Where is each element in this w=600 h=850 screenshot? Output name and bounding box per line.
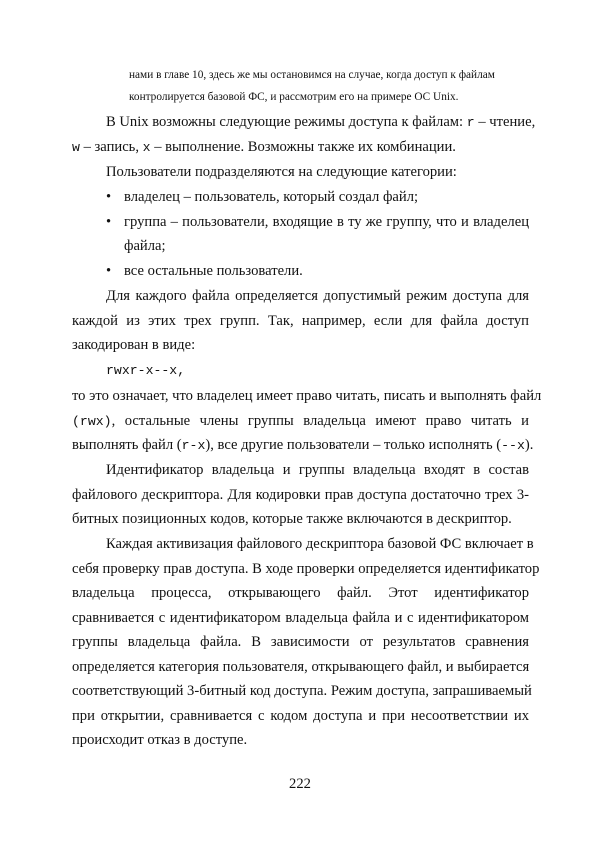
paragraph-line: то это означает, что владелец имеет право читать, писать и выполнять файл	[72, 388, 542, 404]
list-item	[72, 259, 529, 284]
bullet-symbol: •	[106, 213, 112, 230]
bullet-symbol: •	[106, 262, 112, 279]
paragraph-line	[72, 433, 534, 458]
footnote-line: нами в главе 10, здесь же мы остановимся на случае, когда доступ к файлам	[129, 69, 495, 81]
footnote-line: контролируется базовой ФС, и рассмотрим его на примере ОС Unix.	[129, 90, 459, 103]
paragraph-line: каждой из этих трех групп. Так, например, если для файла доступ	[72, 312, 529, 329]
code-span: x	[142, 139, 151, 155]
bullet-symbol: •	[106, 189, 112, 205]
page-number: 222	[289, 776, 311, 792]
paragraph-line: группы владельца файла. В зависимости от результатов сравнения	[72, 634, 529, 650]
paragraph-line: владельца процесса, открывающего файл. Этот идентификатор	[72, 585, 529, 601]
list-item-text: владелец – пользователь, который создал файл;	[124, 189, 419, 205]
paragraph-identifiers	[72, 458, 529, 532]
text-span: – чтение,	[478, 114, 536, 130]
text-span: ), все другие пользователи – только исполнять (	[205, 437, 502, 453]
paragraph-meaning	[72, 384, 542, 458]
paragraph-line: соответствующий 3-битный код доступа. Режим доступа, запрашиваемый	[72, 683, 532, 699]
paragraph-activation	[72, 532, 540, 753]
bullet-list	[72, 185, 529, 283]
paragraph-user-categories	[72, 160, 529, 185]
code-line: rwxr-x--x,	[106, 363, 186, 378]
code-span: w	[72, 139, 80, 155]
list-item-text: все остальные пользователи.	[124, 262, 303, 279]
text-span: , остальные члены группы владельца имеют право читать и	[111, 412, 529, 429]
paragraph-each-file	[72, 284, 529, 358]
footnote	[129, 65, 529, 108]
text-span: – выполнение. Возможны также их комбинации.	[154, 138, 456, 155]
paragraph-line	[72, 110, 536, 135]
paragraph-line: битных позиционных кодов, которые также включаются в дескриптор.	[72, 511, 512, 527]
list-item-text: группа – пользователи, входящие в ту же группу, что и владелец	[124, 213, 529, 230]
text-span: – запись,	[83, 138, 139, 155]
list-item	[72, 210, 529, 235]
paragraph-line: себя проверку прав доступа. В ходе проверки определяется идентификатор	[72, 560, 540, 577]
paragraph-line	[72, 409, 529, 434]
code-example	[72, 359, 529, 384]
paragraph-line: закодирован в виде:	[72, 337, 196, 353]
list-item-continuation: файла;	[124, 238, 166, 254]
text-span: выполнять файл (	[72, 437, 182, 453]
text-span: ).	[524, 437, 534, 453]
paragraph-line: Идентификатор владельца и группы владельца входят в состав	[106, 462, 529, 478]
paragraph-line: Пользователи подразделяются на следующие категории:	[106, 164, 457, 180]
code-span: r-x	[181, 438, 206, 453]
paragraph-line: происходит отказ в доступе.	[72, 732, 248, 748]
paragraph-line	[72, 135, 529, 160]
code-span: (rwx)	[72, 413, 112, 429]
text-span: В Unix возможны следующие режимы доступа к файлам:	[106, 114, 464, 130]
code-span: --x	[501, 438, 525, 453]
list-item	[72, 185, 529, 210]
paragraph-line: Каждая активизация файлового дескриптора базовой ФС включает в	[106, 536, 534, 552]
paragraph-access-modes	[72, 110, 536, 159]
paragraph-line: Для каждого файла определяется допустимый режим доступа для	[106, 288, 529, 304]
paragraph-line: определяется категория пользователя, открывающего файл, и выбирается	[72, 658, 530, 675]
paragraph-line: при открытии, сравнивается с кодом доступа и при несоответствии их	[72, 707, 529, 724]
code-span: r	[466, 115, 475, 130]
paragraph-line: сравнивается с идентификатором владельца файла и с идентификатором	[72, 609, 529, 626]
paragraph-line: файлового дескриптора. Для кодировки прав доступа достаточно трех 3-	[72, 486, 529, 503]
